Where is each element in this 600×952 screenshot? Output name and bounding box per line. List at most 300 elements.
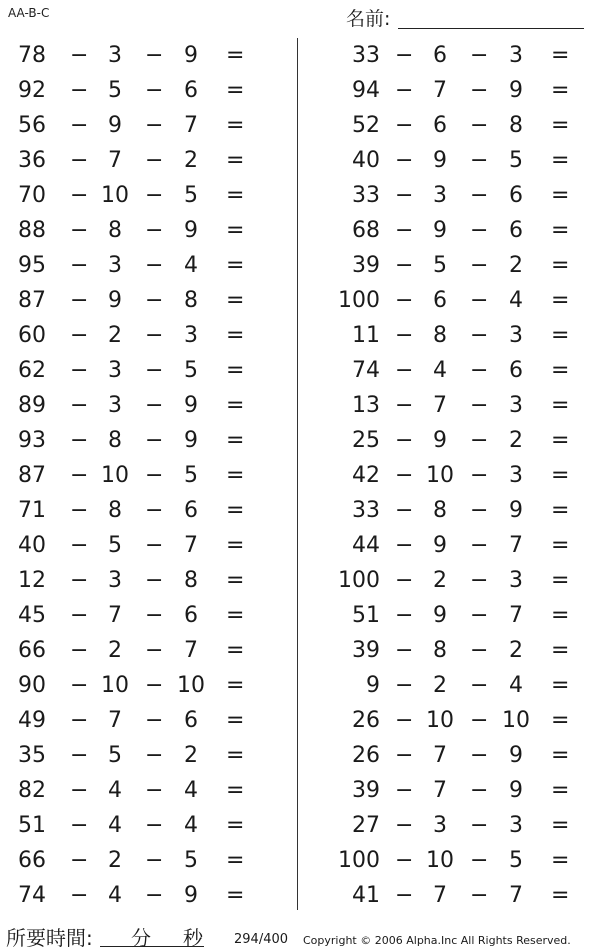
subtrahend-1: 5 <box>433 253 447 278</box>
subtrahend-1: 7 <box>433 883 447 908</box>
subtrahend-1: 2 <box>108 848 122 873</box>
subtrahend-2: 9 <box>184 393 198 418</box>
minuend: 11 <box>352 323 380 348</box>
equals-sign: = <box>551 43 570 68</box>
minuend: 82 <box>18 778 46 803</box>
subtrahend-1: 3 <box>108 393 122 418</box>
minus-sign: − <box>470 253 489 278</box>
minus-sign: − <box>145 638 164 663</box>
minuend: 33 <box>352 43 380 68</box>
equals-sign: = <box>551 813 570 838</box>
minus-sign: − <box>145 323 164 348</box>
minuend: 41 <box>352 883 380 908</box>
minus-sign: − <box>70 813 89 838</box>
minus-sign: − <box>395 253 414 278</box>
minus-sign: − <box>395 778 414 803</box>
minus-sign: − <box>70 498 89 523</box>
minuend: 70 <box>18 183 46 208</box>
subtrahend-2: 9 <box>184 883 198 908</box>
subtrahend-2: 6 <box>509 183 523 208</box>
problem-row <box>0 880 270 915</box>
footer <box>0 920 600 952</box>
subtrahend-1: 5 <box>108 78 122 103</box>
problem-row <box>0 705 270 740</box>
minuend: 51 <box>352 603 380 628</box>
subtrahend-1: 7 <box>108 148 122 173</box>
subtrahend-1: 9 <box>433 603 447 628</box>
subtrahend-2: 2 <box>184 148 198 173</box>
equals-sign: = <box>551 673 570 698</box>
subtrahend-2: 5 <box>509 148 523 173</box>
subtrahend-1: 9 <box>108 288 122 313</box>
subtrahend-2: 6 <box>509 358 523 383</box>
minus-sign: − <box>395 288 414 313</box>
minus-sign: − <box>70 638 89 663</box>
problems-right-column <box>325 40 595 915</box>
problem-row <box>325 425 595 460</box>
minuend: 100 <box>338 288 380 313</box>
minus-sign: − <box>470 498 489 523</box>
minus-sign: − <box>395 218 414 243</box>
subtrahend-2: 5 <box>184 848 198 873</box>
minuend: 74 <box>352 358 380 383</box>
minus-sign: − <box>70 323 89 348</box>
problem-row <box>0 600 270 635</box>
problem-row <box>0 110 270 145</box>
minus-sign: − <box>145 253 164 278</box>
minus-sign: − <box>70 253 89 278</box>
subtrahend-2: 6 <box>184 708 198 733</box>
subtrahend-2: 7 <box>184 533 198 558</box>
problem-row <box>0 285 270 320</box>
minuend: 89 <box>18 393 46 418</box>
minus-sign: − <box>470 603 489 628</box>
equals-sign: = <box>551 78 570 103</box>
minus-sign: − <box>70 848 89 873</box>
subtrahend-1: 5 <box>108 533 122 558</box>
minus-sign: − <box>395 148 414 173</box>
problem-row <box>325 565 595 600</box>
minus-sign: − <box>70 568 89 593</box>
minuend: 71 <box>18 498 46 523</box>
problem-row <box>325 740 595 775</box>
minuend: 12 <box>18 568 46 593</box>
subtrahend-1: 2 <box>433 673 447 698</box>
problem-row <box>325 215 595 250</box>
subtrahend-2: 5 <box>184 358 198 383</box>
minuend: 33 <box>352 183 380 208</box>
subtrahend-2: 7 <box>509 883 523 908</box>
minus-sign: − <box>470 708 489 733</box>
minus-sign: − <box>145 393 164 418</box>
problem-row <box>0 320 270 355</box>
minus-sign: − <box>145 848 164 873</box>
equals-sign: = <box>551 323 570 348</box>
subtrahend-1: 8 <box>108 498 122 523</box>
equals-sign: = <box>226 813 245 838</box>
minus-sign: − <box>395 113 414 138</box>
equals-sign: = <box>551 148 570 173</box>
problem-row <box>0 460 270 495</box>
equals-sign: = <box>226 638 245 663</box>
minus-sign: − <box>395 813 414 838</box>
minus-sign: − <box>70 708 89 733</box>
subtrahend-2: 2 <box>184 743 198 768</box>
minus-sign: − <box>470 358 489 383</box>
minus-sign: − <box>145 743 164 768</box>
minus-sign: − <box>395 883 414 908</box>
minus-sign: − <box>70 428 89 453</box>
subtrahend-1: 4 <box>108 883 122 908</box>
minus-sign: − <box>395 463 414 488</box>
subtrahend-2: 3 <box>509 393 523 418</box>
minus-sign: − <box>145 463 164 488</box>
subtrahend-2: 7 <box>184 638 198 663</box>
subtrahend-2: 7 <box>184 113 198 138</box>
minuend: 36 <box>18 148 46 173</box>
subtrahend-1: 9 <box>433 533 447 558</box>
minuend: 93 <box>18 428 46 453</box>
minus-sign: − <box>70 358 89 383</box>
problem-row <box>325 320 595 355</box>
subtrahend-1: 7 <box>433 393 447 418</box>
minus-sign: − <box>145 603 164 628</box>
subtrahend-2: 9 <box>184 43 198 68</box>
equals-sign: = <box>226 848 245 873</box>
equals-sign: = <box>226 778 245 803</box>
subtrahend-1: 3 <box>433 183 447 208</box>
subtrahend-1: 7 <box>108 603 122 628</box>
subtrahend-2: 3 <box>509 43 523 68</box>
problem-row <box>0 425 270 460</box>
minus-sign: − <box>70 673 89 698</box>
minus-sign: − <box>145 708 164 733</box>
page-number: 294/400 <box>234 932 289 947</box>
problem-row <box>325 75 595 110</box>
equals-sign: = <box>226 673 245 698</box>
problem-row <box>325 845 595 880</box>
equals-sign: = <box>226 533 245 558</box>
minus-sign: − <box>395 673 414 698</box>
equals-sign: = <box>551 883 570 908</box>
equals-sign: = <box>226 218 245 243</box>
equals-sign: = <box>226 743 245 768</box>
subtrahend-2: 9 <box>184 428 198 453</box>
subtrahend-1: 2 <box>108 638 122 663</box>
minus-sign: − <box>145 883 164 908</box>
subtrahend-1: 8 <box>433 498 447 523</box>
minuend: 92 <box>18 78 46 103</box>
problem-row <box>325 775 595 810</box>
minus-sign: − <box>470 638 489 663</box>
minus-sign: − <box>395 603 414 628</box>
equals-sign: = <box>226 428 245 453</box>
minus-sign: − <box>395 323 414 348</box>
subtrahend-2: 9 <box>509 778 523 803</box>
subtrahend-1: 10 <box>101 673 129 698</box>
minus-sign: − <box>395 568 414 593</box>
equals-sign: = <box>551 568 570 593</box>
problem-row <box>0 355 270 390</box>
equals-sign: = <box>551 603 570 628</box>
equals-sign: = <box>551 183 570 208</box>
subtrahend-2: 4 <box>184 813 198 838</box>
minus-sign: − <box>145 148 164 173</box>
subtrahend-1: 7 <box>433 778 447 803</box>
subtrahend-2: 9 <box>184 218 198 243</box>
minuend: 42 <box>352 463 380 488</box>
equals-sign: = <box>551 288 570 313</box>
minus-sign: − <box>395 358 414 383</box>
minus-sign: − <box>145 778 164 803</box>
equals-sign: = <box>226 883 245 908</box>
minus-sign: − <box>470 848 489 873</box>
minus-sign: − <box>470 78 489 103</box>
minuend: 68 <box>352 218 380 243</box>
problem-row <box>325 180 595 215</box>
minus-sign: − <box>395 848 414 873</box>
minus-sign: − <box>395 78 414 103</box>
subtrahend-1: 10 <box>101 183 129 208</box>
problem-row <box>325 460 595 495</box>
problem-row <box>0 670 270 705</box>
minus-sign: − <box>470 778 489 803</box>
minuend: 90 <box>18 673 46 698</box>
minuend: 94 <box>352 78 380 103</box>
minus-sign: − <box>470 218 489 243</box>
minuend: 60 <box>18 323 46 348</box>
subtrahend-1: 4 <box>108 813 122 838</box>
minuend: 87 <box>18 463 46 488</box>
minus-sign: − <box>395 498 414 523</box>
subtrahend-2: 3 <box>509 813 523 838</box>
subtrahend-2: 9 <box>509 78 523 103</box>
minus-sign: − <box>70 603 89 628</box>
minus-sign: − <box>470 323 489 348</box>
equals-sign: = <box>226 78 245 103</box>
minus-sign: − <box>470 113 489 138</box>
minuend: 51 <box>18 813 46 838</box>
subtrahend-2: 9 <box>509 743 523 768</box>
equals-sign: = <box>551 393 570 418</box>
problem-row <box>325 495 595 530</box>
minuend: 78 <box>18 43 46 68</box>
minuend: 66 <box>18 848 46 873</box>
subtrahend-1: 9 <box>433 218 447 243</box>
minus-sign: − <box>70 883 89 908</box>
equals-sign: = <box>551 428 570 453</box>
minus-sign: − <box>145 533 164 558</box>
subtrahend-1: 10 <box>426 708 454 733</box>
time-label: 所要時間: <box>6 926 93 950</box>
problem-row <box>325 880 595 915</box>
minutes-label: 分 <box>131 926 151 950</box>
minuend: 62 <box>18 358 46 383</box>
problem-row <box>325 670 595 705</box>
equals-sign: = <box>226 253 245 278</box>
equals-sign: = <box>226 43 245 68</box>
equals-sign: = <box>551 708 570 733</box>
subtrahend-2: 4 <box>509 288 523 313</box>
minus-sign: − <box>145 78 164 103</box>
minuend: 88 <box>18 218 46 243</box>
minus-sign: − <box>395 428 414 453</box>
minus-sign: − <box>70 393 89 418</box>
problem-row <box>325 40 595 75</box>
subtrahend-1: 8 <box>108 218 122 243</box>
subtrahend-2: 3 <box>509 463 523 488</box>
problem-row <box>0 810 270 845</box>
equals-sign: = <box>226 358 245 383</box>
problem-row <box>325 810 595 845</box>
equals-sign: = <box>551 358 570 383</box>
minus-sign: − <box>70 78 89 103</box>
minuend: 74 <box>18 883 46 908</box>
minuend: 9 <box>366 673 380 698</box>
problem-row <box>325 390 595 425</box>
minuend: 45 <box>18 603 46 628</box>
name-label: 名前: <box>346 8 391 30</box>
equals-sign: = <box>226 568 245 593</box>
minus-sign: − <box>470 148 489 173</box>
problem-row <box>325 250 595 285</box>
problem-row <box>0 180 270 215</box>
subtrahend-2: 4 <box>509 673 523 698</box>
subtrahend-2: 2 <box>509 638 523 663</box>
subtrahend-2: 6 <box>184 498 198 523</box>
minuend: 26 <box>352 743 380 768</box>
minus-sign: − <box>70 743 89 768</box>
copyright-text: Copyright © 2006 Alpha.Inc All Rights Reserved. <box>303 934 571 947</box>
subtrahend-1: 6 <box>433 43 447 68</box>
minuend: 26 <box>352 708 380 733</box>
minus-sign: − <box>395 708 414 733</box>
subtrahend-2: 2 <box>509 428 523 453</box>
minus-sign: − <box>470 883 489 908</box>
equals-sign: = <box>226 183 245 208</box>
problem-row <box>0 740 270 775</box>
minus-sign: − <box>395 638 414 663</box>
minus-sign: − <box>470 463 489 488</box>
subtrahend-1: 9 <box>433 428 447 453</box>
minus-sign: − <box>145 43 164 68</box>
subtrahend-1: 8 <box>433 323 447 348</box>
subtrahend-2: 2 <box>509 253 523 278</box>
worksheet-code: AA-B-C <box>8 6 50 20</box>
subtrahend-1: 3 <box>433 813 447 838</box>
subtrahend-2: 4 <box>184 778 198 803</box>
minus-sign: − <box>70 183 89 208</box>
subtrahend-2: 8 <box>184 288 198 313</box>
subtrahend-1: 10 <box>426 848 454 873</box>
minuend: 100 <box>338 568 380 593</box>
minus-sign: − <box>470 533 489 558</box>
equals-sign: = <box>226 708 245 733</box>
subtrahend-2: 7 <box>509 603 523 628</box>
minus-sign: − <box>70 113 89 138</box>
equals-sign: = <box>551 638 570 663</box>
minuend: 40 <box>352 148 380 173</box>
minus-sign: − <box>470 288 489 313</box>
minuend: 100 <box>338 848 380 873</box>
problems-left-column <box>0 40 270 915</box>
minuend: 25 <box>352 428 380 453</box>
subtrahend-2: 3 <box>184 323 198 348</box>
equals-sign: = <box>551 218 570 243</box>
minus-sign: − <box>145 673 164 698</box>
subtrahend-2: 3 <box>509 323 523 348</box>
minus-sign: − <box>470 743 489 768</box>
minuend: 39 <box>352 778 380 803</box>
minus-sign: − <box>395 743 414 768</box>
equals-sign: = <box>226 463 245 488</box>
minus-sign: − <box>70 148 89 173</box>
minuend: 35 <box>18 743 46 768</box>
problem-row <box>0 215 270 250</box>
equals-sign: = <box>551 848 570 873</box>
minuend: 49 <box>18 708 46 733</box>
subtrahend-2: 5 <box>184 463 198 488</box>
problem-row <box>0 145 270 180</box>
minuend: 39 <box>352 638 380 663</box>
minus-sign: − <box>395 43 414 68</box>
minus-sign: − <box>145 288 164 313</box>
minus-sign: − <box>70 43 89 68</box>
minus-sign: − <box>395 533 414 558</box>
subtrahend-1: 4 <box>433 358 447 383</box>
equals-sign: = <box>551 498 570 523</box>
minuend: 56 <box>18 113 46 138</box>
equals-sign: = <box>551 113 570 138</box>
minuend: 33 <box>352 498 380 523</box>
column-divider <box>297 38 298 910</box>
problem-row <box>325 600 595 635</box>
equals-sign: = <box>551 253 570 278</box>
subtrahend-2: 9 <box>509 498 523 523</box>
subtrahend-1: 6 <box>433 113 447 138</box>
equals-sign: = <box>226 498 245 523</box>
subtrahend-2: 5 <box>184 183 198 208</box>
equals-sign: = <box>551 533 570 558</box>
subtrahend-2: 8 <box>184 568 198 593</box>
name-underline <box>398 28 584 29</box>
equals-sign: = <box>551 463 570 488</box>
minus-sign: − <box>70 533 89 558</box>
problem-row <box>0 250 270 285</box>
minus-sign: − <box>470 673 489 698</box>
name-field[interactable] <box>346 4 590 30</box>
problem-row <box>0 775 270 810</box>
problem-row <box>0 845 270 880</box>
minus-sign: − <box>470 183 489 208</box>
problem-row <box>0 390 270 425</box>
minus-sign: − <box>70 463 89 488</box>
problem-row <box>325 355 595 390</box>
subtrahend-2: 10 <box>502 708 530 733</box>
minus-sign: − <box>470 43 489 68</box>
minus-sign: − <box>145 813 164 838</box>
subtrahend-2: 3 <box>509 568 523 593</box>
minus-sign: − <box>470 813 489 838</box>
subtrahend-2: 10 <box>177 673 205 698</box>
minus-sign: − <box>470 393 489 418</box>
subtrahend-1: 7 <box>433 743 447 768</box>
subtrahend-1: 7 <box>433 78 447 103</box>
minus-sign: − <box>145 218 164 243</box>
subtrahend-1: 4 <box>108 778 122 803</box>
subtrahend-1: 8 <box>108 428 122 453</box>
subtrahend-1: 3 <box>108 358 122 383</box>
